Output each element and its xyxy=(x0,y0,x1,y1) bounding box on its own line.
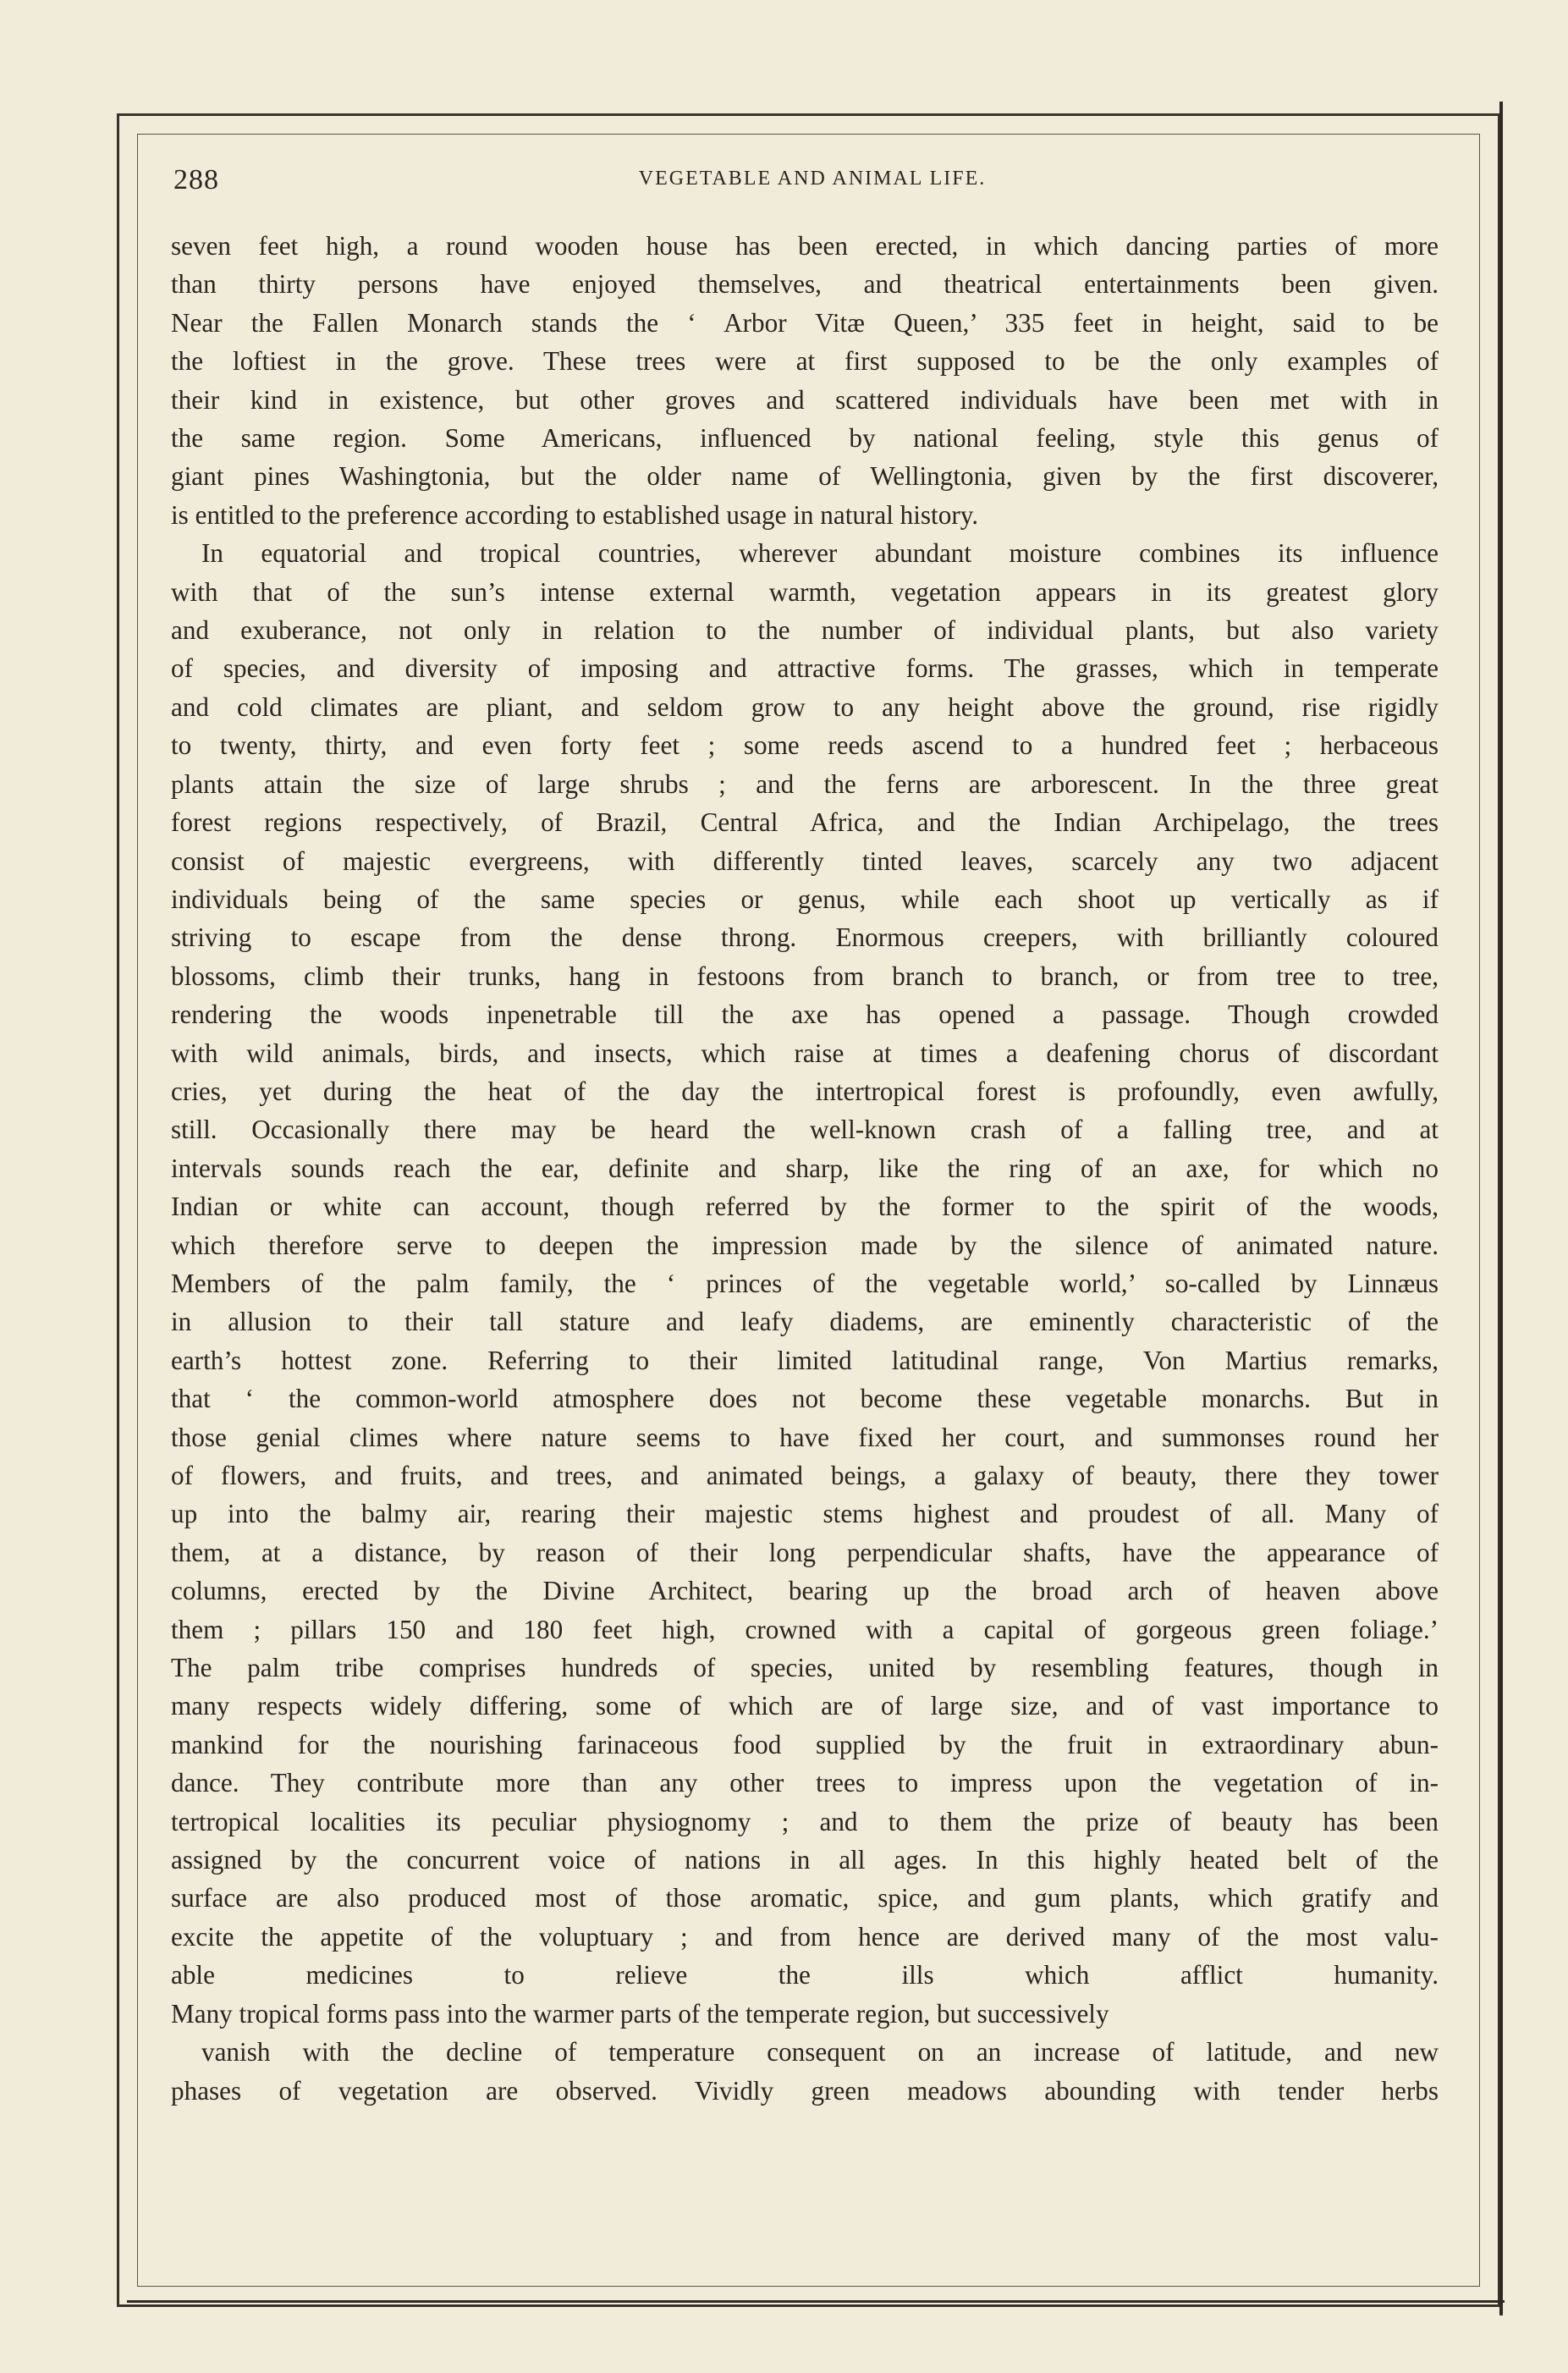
page-edge-right xyxy=(1499,102,1503,2315)
text-line: able medicines to relieve the ills which afflict humanity. xyxy=(171,1960,1439,1990)
text-line: with that of the sun’s intense external warmth, vegetation appears in its greatest glory xyxy=(171,576,1439,607)
text-line: with wild animals, birds, and insects, which raise at times a deafening chorus of discordant xyxy=(171,1038,1439,1068)
text-line: the loftiest in the grove. These trees were at first supposed to be the only examples of xyxy=(171,346,1439,377)
text-line: Many tropical forms pass into the warmer parts of the temperate region, but successively xyxy=(171,1998,1109,2029)
text-line: to twenty, thirty, and even forty feet ; some reeds ascend to a hundred feet ; herbaceous xyxy=(171,730,1439,761)
text-line: and cold climates are pliant, and seldom grow to any height above the ground, rise rigidly xyxy=(171,691,1439,722)
text-line: assigned by the concurrent voice of nations in all ages. In this highly heated belt of the xyxy=(171,1845,1439,1875)
text-line: in allusion to their tall stature and leafy diadems, are eminently characteristic of the xyxy=(171,1307,1439,1337)
page-header xyxy=(173,162,1451,205)
text-line: rendering the woods inpenetrable till the axe has opened a passage. Though crowded xyxy=(171,999,1439,1030)
text-line: than thirty persons have enjoyed themselves, and theatrical entertainments been given. xyxy=(171,269,1439,300)
text-line: blossoms, climb their trunks, hang in festoons from branch to branch, or from tree to tree, xyxy=(171,961,1439,991)
text-line: excite the appetite of the voluptuary ; and from hence are derived many of the most valu- xyxy=(171,1921,1439,1952)
page-edge-bottom xyxy=(127,2300,1505,2303)
text-line: plants attain the size of large shrubs ; and the ferns are arborescent. In the three great xyxy=(171,768,1439,799)
text-line: earth’s hottest zone. Referring to their limited latitudinal range, Von Martius remarks, xyxy=(171,1345,1439,1375)
text-line: those genial climes where nature seems to have fixed her court, and summonses round her xyxy=(171,1422,1439,1452)
text-line: their kind in existence, but other groves and scattered individuals have been met with in xyxy=(171,384,1439,415)
text-line: up into the balmy air, rearing their majestic stems highest and proudest of all. Many of xyxy=(171,1499,1439,1529)
text-line: Indian or white can account, though referred by the former to the spirit of the woods, xyxy=(171,1192,1439,1222)
text-line: Near the Fallen Monarch stands the ‘ Arbor Vitæ Queen,’ 335 feet in height, said to be xyxy=(171,307,1439,338)
text-line: striving to escape from the dense throng. Enormous creepers, with brilliantly coloured xyxy=(171,922,1439,953)
text-line: phases of vegetation are observed. Vividly green meadows abounding with tender herbs xyxy=(171,2075,1439,2106)
text-line: surface are also produced most of those aromatic, spice, and gum plants, which gratify and xyxy=(171,1883,1439,1913)
text-line: them ; pillars 150 and 180 feet high, crowned with a capital of gorgeous green foliage.’ xyxy=(171,1614,1439,1644)
text-line: them, at a distance, by reason of their long perpendicular shafts, have the appearance of xyxy=(171,1537,1439,1567)
text-line: vanish with the decline of temperature consequent on an increase of latitude, and new xyxy=(201,2037,1439,2067)
text-line: seven feet high, a round wooden house has been erected, in which dancing parties of more xyxy=(171,231,1439,261)
text-line: cries, yet during the heat of the day the intertropical forest is profoundly, even awfully, xyxy=(171,1076,1439,1106)
text-line: of flowers, and fruits, and trees, and animated beings, a galaxy of beauty, there they tower xyxy=(171,1461,1439,1490)
text-line: that ‘ the common-world atmosphere does not become these vegetable monarchs. But in xyxy=(171,1384,1439,1414)
page-number: 288 xyxy=(173,164,219,195)
text-line: In equatorial and tropical countries, wherever abundant moisture combines its influence xyxy=(201,538,1439,569)
text-line: intervals sounds reach the ear, definite and sharp, like the ring of an axe, for which no xyxy=(171,1153,1439,1183)
text-line: forest regions respectively, of Brazil, Central Africa, and the Indian Archipelago, the trees xyxy=(171,807,1439,838)
text-line: The palm tribe comprises hundreds of species, united by resembling features, though in xyxy=(171,1653,1439,1683)
text-line: still. Occasionally there may be heard the well-known crash of a falling tree, and at xyxy=(171,1115,1439,1145)
text-line: tertropical localities its peculiar physiognomy ; and to them the prize of beauty has been xyxy=(171,1806,1439,1836)
text-line: columns, erected by the Divine Architect, bearing up the broad arch of heaven above xyxy=(171,1576,1439,1606)
text-line: of species, and diversity of imposing and attractive forms. The grasses, which in temperate xyxy=(171,653,1439,684)
text-line: dance. They contribute more than any other trees to impress upon the vegetation of in- xyxy=(171,1768,1439,1798)
text-line: many respects widely differing, some of which are of large size, and of vast importance to xyxy=(171,1691,1439,1721)
text-line: which therefore serve to deepen the impression made by the silence of animated nature. xyxy=(171,1230,1439,1260)
running-head: VEGETABLE AND ANIMAL LIFE. xyxy=(638,168,987,190)
text-line: and exuberance, not only in relation to the number of individual plants, but also variety xyxy=(171,615,1439,646)
text-line: individuals being of the same species or genus, while each shoot up vertically as if xyxy=(171,884,1439,914)
text-line: mankind for the nourishing farinaceous food supplied by the fruit in extraordinary abun- xyxy=(171,1729,1439,1759)
text-line: Members of the palm family, the ‘ princes of the vegetable world,’ so-called by Linnæus xyxy=(171,1268,1439,1298)
text-line: the same region. Some Americans, influenced by national feeling, style this genus of xyxy=(171,423,1439,454)
text-line: giant pines Washingtonia, but the older name of Wellingtonia, given by the first discoverer, xyxy=(171,461,1439,492)
text-line: consist of majestic evergreens, with differently tinted leaves, scarcely any two adjacent xyxy=(171,845,1439,876)
body-text xyxy=(171,227,1439,2110)
text-line: is entitled to the preference according to established usage in natural history. xyxy=(171,499,979,530)
